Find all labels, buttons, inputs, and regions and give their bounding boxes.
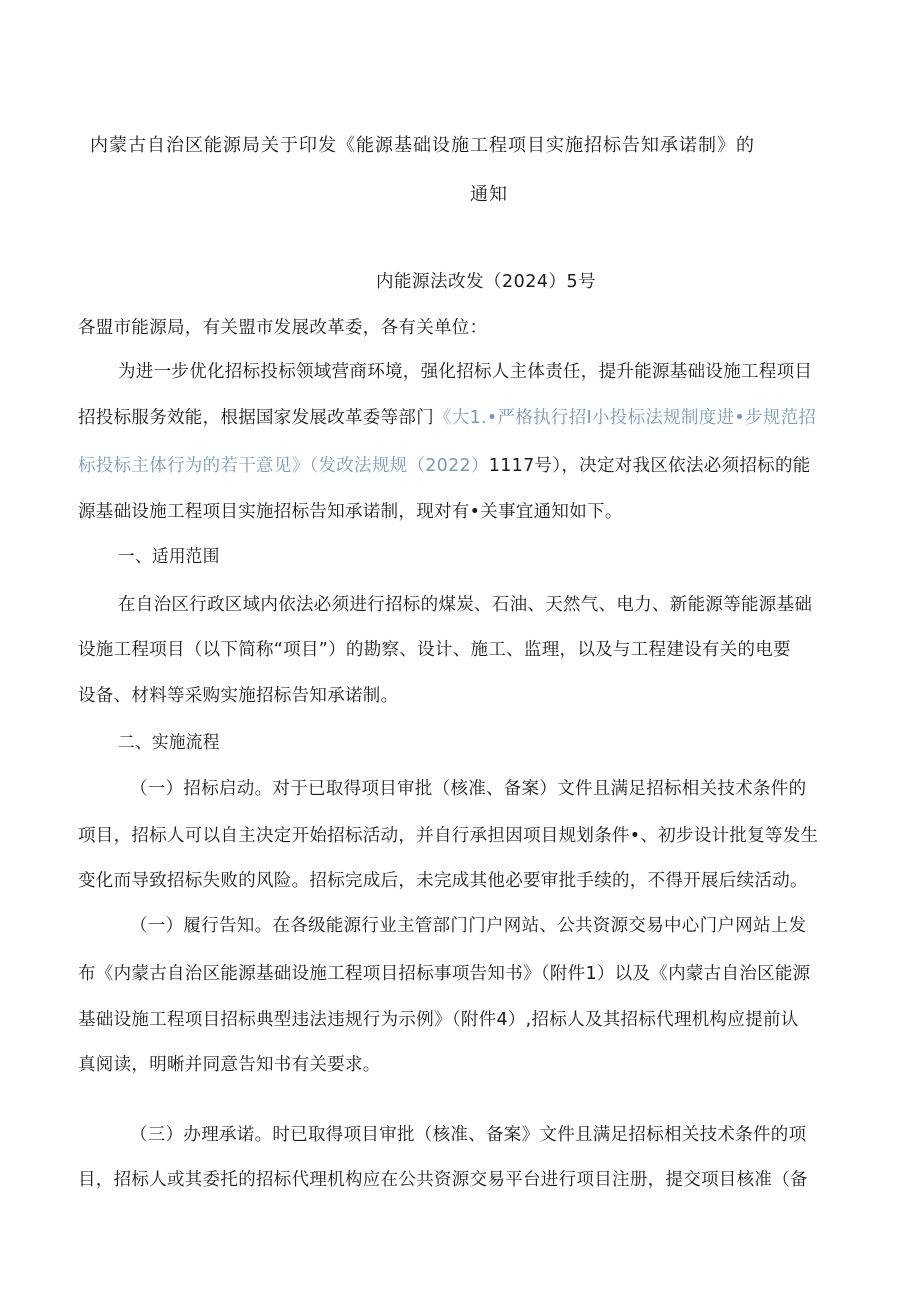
paragraph-2-line-1: 在自治区行政区域内依法必须进行招标的煤炭、石油、天然气、电力、新能源等能源基础 — [118, 595, 813, 615]
paragraph-4-line-1: （一）履行告知。在各级能源行业主管部门门户网站、公共资源交易中心门户网站上发 — [130, 916, 807, 936]
paragraph-1-line-3 — [78, 454, 904, 478]
paragraph-1-text: 招投标服务效能，根据国家发展改革委等部门 — [78, 408, 434, 428]
addressee: 各盟市能源局，有关盟市发展改革委，各有关单位： — [78, 318, 488, 338]
paragraph-3-line-1: （一）招标启动。对于已取得项目审批（核准、备案）文件且满足招标相关技术条件的 — [130, 779, 807, 799]
paragraph-4-line-4: 真阅读，明晰并同意告知书有关要求。 — [78, 1055, 381, 1075]
regulation-link[interactable]: 《大1.•严格执行招I小投标法规制度进•步规范招 — [434, 408, 817, 428]
paragraph-3-line-3: 变化而导致招标失败的风险。招标完成后，未完成其他必要审批手续的，不得开展后续活动。 — [78, 871, 808, 891]
paragraph-2-line-2: 设施工程项目（以下简称“项目”）的勘察、设计、施工、监理，以及与工程建设有关的电要 — [78, 640, 791, 660]
doc-number: 内能源法改发（2024）5号 — [376, 272, 597, 292]
paragraph-1-text-cont: 1117号），决定对我区依法必须招标的能 — [488, 456, 811, 476]
doc-title-line-1: 内蒙古自治区能源局关于印发《能源基础设施工程项目实施招标告知承诺制》的 — [90, 135, 755, 156]
section-heading-process: 二、实施流程 — [118, 733, 220, 753]
regulation-link-continued[interactable]: 标投标主体行为的若干意见》（发改法规规（2022） — [78, 456, 489, 476]
paragraph-4-line-2: 布《内蒙古自治区能源基础设施工程项目招标事项告知书》（附件1）以及《内蒙古自治区能源 — [78, 964, 811, 984]
paragraph-5-line-1: （三）办理承诺。时已取得项目审批（核准、备案》文件且满足招标相关技术条件的项 — [130, 1125, 807, 1145]
paragraph-5-line-2: 目，招标人或其委托的招标代理机构应在公共资源交易平台进行项目注册，提交项目核准（备 — [78, 1170, 808, 1190]
paragraph-2-line-3: 设备、材料等采购实施招标告知承诺制。 — [78, 686, 399, 706]
paragraph-3-line-2: 项目，招标人可以自主决定开始招标活动，并自行承担因项目规划条件•、初步设计批复等发生 — [78, 826, 819, 846]
paragraph-4-line-3: 基础设施工程项目招标典型违法违规行为示例》（附件4）,招标人及其招标代理机构应提前认 — [78, 1010, 799, 1030]
paragraph-1-line-2 — [78, 406, 904, 430]
doc-title-line-2: 通知 — [470, 184, 508, 205]
section-heading-scope: 一、适用范围 — [118, 547, 220, 567]
paragraph-1-line-1: 为进一步优化招标投标领域营商环境，强化招标人主体责任，提升能源基础设施工程项目 — [118, 362, 813, 382]
paragraph-1-line-4: 源基础设施工程项目实施招标告知承诺制，现对有•关事宜通知如下。 — [78, 502, 623, 522]
